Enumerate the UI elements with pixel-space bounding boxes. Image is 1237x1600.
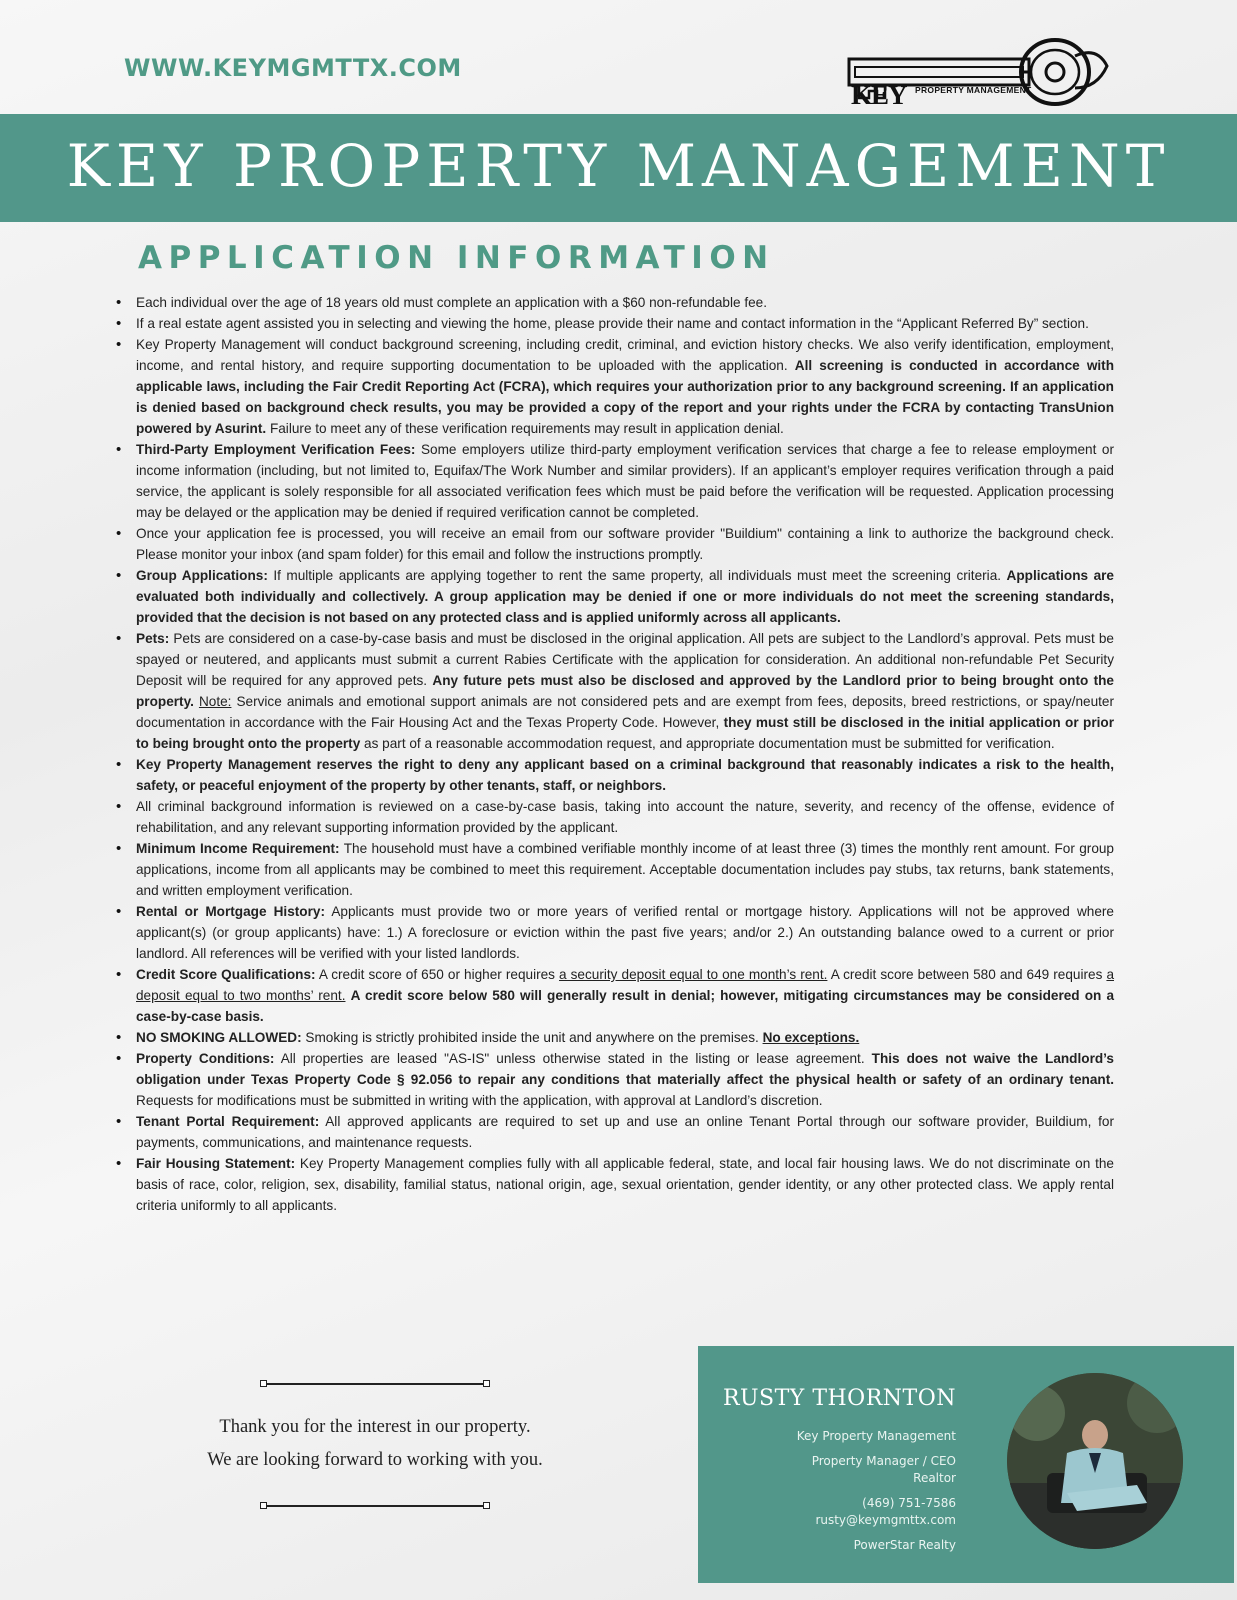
list-item-text: If multiple applicants are applying together to rent the same property, all individuals must meet the screening criteria. — [267, 568, 1007, 583]
list-item — [114, 313, 1114, 334]
list-item-text: Property Conditions: — [136, 1051, 275, 1066]
list-item — [114, 334, 1114, 439]
list-item-text: The household must have a combined verifiable monthly income of at least three (3) times the monthly rent amount. For group applications, income from all applicants may be combined to meet this requirement. Acceptable documentation includes pay stubs, tax returns, bank statements, and written employment verification. — [136, 841, 1114, 898]
list-item-text: as part of a reasonable accommodation request, and appropriate documentation must be submitted for verification. — [360, 736, 1055, 751]
list-item — [114, 565, 1114, 628]
closing-line-1: Thank you for the interest in our property. — [219, 1417, 531, 1437]
list-item-text: Rental or Mortgage History: — [136, 904, 325, 919]
list-item-text: a deposit equal to two months’ rent. — [136, 967, 1114, 1003]
list-item — [114, 901, 1114, 964]
list-item-text: Once your application fee is processed, you will receive an email from our software provider "Buildium" containing a link to authorize the background check. Please monitor your inbox (and spam folder) for this email and follow the instructions promptly. — [136, 526, 1114, 562]
requirements-list — [114, 292, 1114, 1216]
list-item — [114, 628, 1114, 754]
list-item-text: Credit Score Qualifications: — [136, 967, 316, 982]
list-item-text: Pets: — [136, 631, 170, 646]
closing-line-2: We are looking forward to working with you. — [207, 1450, 543, 1470]
list-item — [114, 1153, 1114, 1216]
list-item — [114, 1048, 1114, 1111]
list-item — [114, 1111, 1114, 1153]
list-item-text: Requests for modifications must be submitted in writing with the application, with approval at Landlord’s discretion. — [136, 1093, 823, 1108]
list-item-text: A credit score between 580 and 649 requires — [827, 967, 1107, 982]
list-item-text: This does not waive the Landlord’s obligation under Texas Property Code § 92.056 to repair any conditions that materially affect the physical health or safety of an ordinary tenant. — [136, 1051, 1114, 1087]
list-item-text: Smoking is strictly prohibited inside the unit and anywhere on the premises. — [301, 1030, 763, 1045]
list-item-text: Service animals and emotional support animals are not considered pets and are exempt from fees, deposits, breed restrictions, or spay/neuter documentation in accordance with the Fair Housing Act and the Texas Property Code. However, — [136, 694, 1115, 730]
contact-role: Realtor — [913, 1471, 956, 1485]
contact-brokerage: PowerStar Realty — [853, 1538, 956, 1552]
portrait-photo — [1007, 1373, 1183, 1549]
logo-subtitle: PROPERTY MANAGEMENT — [915, 85, 1032, 95]
list-item-text: Any future pets must also be disclosed and approved by the Landlord prior to being brought onto the property. — [136, 673, 1114, 709]
list-item-text: Some employers utilize third-party employment verification services that charge a fee to release employment or income information (including, but not limited to, Equifax/The Work Number and similar providers). If an applicant’s employer requires verification through a paid service, the applicant is solely responsible for all associated verification fees which must be paid before the verification will be requested. Application processing may be delayed or the application may be denied if required verification cannot be completed. — [136, 442, 1114, 520]
website-url[interactable]: WWW.KEYMGMTTX.COM — [124, 54, 462, 82]
list-item — [114, 1027, 1114, 1048]
section-heading: APPLICATION INFORMATION — [138, 240, 775, 276]
list-item-text: a security deposit equal to one month’s rent. — [559, 967, 828, 982]
list-item-text: All approved applicants are required to set up and use an online Tenant Portal through our software provider, Buildium, for payments, communications, and maintenance requests. — [136, 1114, 1114, 1150]
contact-email[interactable]: rusty@keymgmttx.com — [815, 1513, 956, 1527]
list-item-text: If a real estate agent assisted you in selecting and viewing the home, please provide their name and contact information in the “Applicant Referred By” section. — [136, 316, 1089, 331]
list-item — [114, 796, 1114, 838]
list-item-text: All properties are leased "AS-IS" unless otherwise stated in the listing or lease agreement. — [274, 1051, 872, 1066]
list-item — [114, 439, 1114, 523]
list-item — [114, 964, 1114, 1027]
list-item-text: Note: — [198, 694, 232, 709]
list-item-text: they must still be disclosed in the initial application or prior to being brought onto the property — [136, 715, 1114, 751]
divider-top — [260, 1380, 490, 1388]
list-item-text: Minimum Income Requirement: — [136, 841, 340, 856]
list-item-text: Key Property Management reserves the right to deny any applicant based on a criminal background that reasonably indicates a risk to the health, safety, or peaceful enjoyment of the property by other tenants, staff, or neighbors. — [136, 757, 1114, 793]
list-item-text: All screening is conducted in accordance with applicable laws, including the Fair Credit Reporting Act (FCRA), which requires your authorization prior to any background screening. If an application is denied based on background check results, you may be provided a copy of the report and your rights under the FCRA by contacting TransUnion powered by Asurint. — [136, 358, 1115, 436]
list-item-text: Key Property Management will conduct background screening, including credit, criminal, and eviction history checks. We also verify identification, employment, income, and rental history, and require supporting documentation to be uploaded with the application. — [136, 337, 1114, 373]
company-logo — [845, 36, 1115, 112]
list-item-text: Applicants must provide two or more years of verified rental or mortgage history. Applications will not be approved where applicant(s) (or group applicants) have: 1.) A foreclosure or eviction within the past five years; and/or 2.) An outstanding balance owed to a current or prior landlord. All references will be verified with your listed landlords. — [136, 904, 1114, 961]
list-item — [114, 838, 1114, 901]
contact-details — [797, 1428, 956, 1554]
list-item-text: No exceptions. — [762, 1030, 860, 1045]
title-banner — [0, 114, 1237, 222]
logo-word: KEY — [851, 80, 907, 110]
list-item-text: Group Applications: — [136, 568, 268, 583]
list-item-text: A credit score below 580 will generally result in denial; however, mitigating circumstances may be considered on a case-by-case basis. — [136, 988, 1115, 1024]
list-item-text: NO SMOKING ALLOWED: — [136, 1030, 302, 1045]
contact-name: RUSTY THORNTON — [722, 1386, 956, 1411]
divider-bottom — [260, 1502, 490, 1510]
contact-title: Property Manager / CEO — [811, 1454, 956, 1468]
list-item-text: Key Property Management complies fully with all applicable federal, state, and local fair housing laws. We do not discriminate on the basis of race, color, religion, sex, disability, familial status, national origin, age, sexual orientation, gender identity, or any other protected class. We apply rental criteria uniformly to all applicants. — [136, 1156, 1114, 1213]
contact-phone[interactable]: (469) 751-7586 — [862, 1496, 956, 1510]
page-title: KEY PROPERTY MANAGEMENT — [66, 132, 1171, 200]
list-item-text: Pets are considered on a case-by-case basis and must be disclosed in the original application. All pets are subject to the Landlord’s approval. Pets must be spayed or neutered, and applicants must submit a current Rabies Certificate with the application for consideration. An additional non-refundable Pet Security Deposit will be required for any approved pets. — [136, 631, 1114, 688]
list-item-text: Each individual over the age of 18 years old must complete an application with a $60 non-refundable fee. — [136, 295, 768, 310]
list-item — [114, 292, 1114, 313]
list-item-text: Applications are evaluated both individually and collectively. A group application may be denied if one or more individuals do not meet the screening standards, provided that the decision is not based on any protected class and is applied uniformly across all applicants. — [136, 568, 1114, 625]
list-item — [114, 523, 1114, 565]
closing-message — [175, 1380, 575, 1510]
list-item-text: Failure to meet any of these verification requirements may result in application denial. — [266, 421, 784, 436]
contact-company: Key Property Management — [796, 1429, 956, 1443]
list-item — [114, 754, 1114, 796]
list-item-text: A credit score of 650 or higher requires — [315, 967, 560, 982]
list-item-text: Fair Housing Statement: — [136, 1156, 296, 1171]
list-item-text: All criminal background information is reviewed on a case-by-case basis, taking into account the nature, severity, and recency of the offense, evidence of rehabilitation, and any relevant supporting information provided by the applicant. — [136, 799, 1114, 835]
list-item-text: Tenant Portal Requirement: — [136, 1114, 320, 1129]
list-item-text: Third-Party Employment Verification Fees: — [136, 442, 416, 457]
